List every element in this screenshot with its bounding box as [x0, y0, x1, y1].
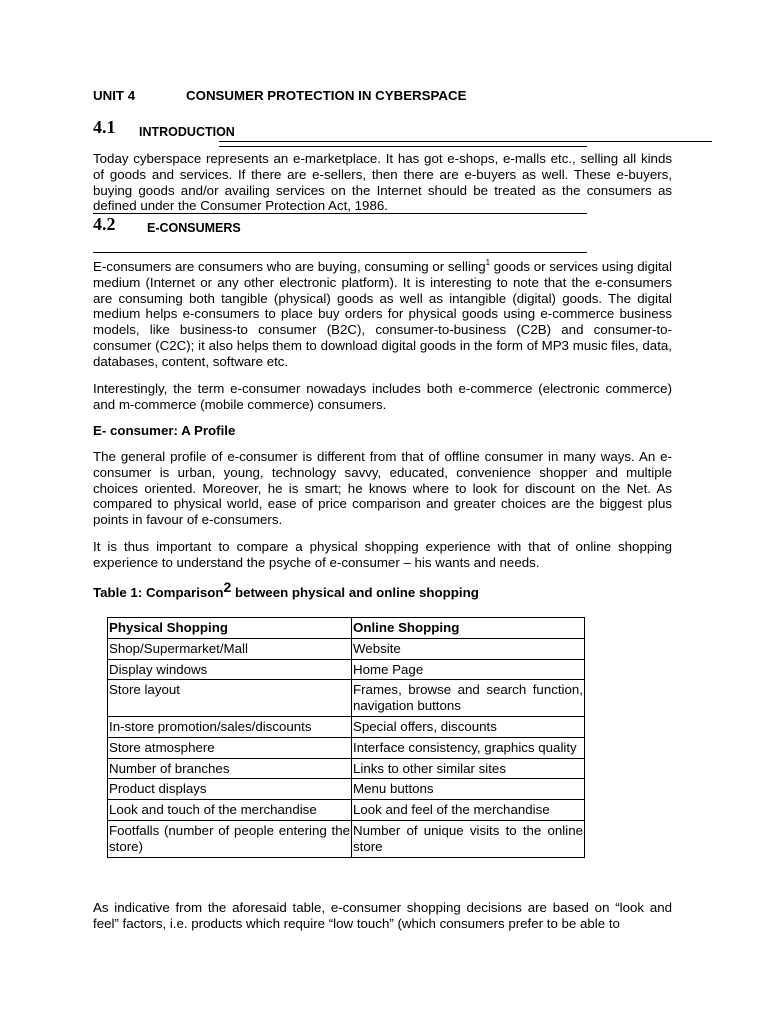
- footnote-marker: 1: [485, 258, 491, 267]
- unit-title: [93, 88, 467, 104]
- physical-cell: Store layout: [108, 680, 352, 717]
- table-caption: Table 1: Comparison$^2$ between physical and online shopping: [93, 579, 479, 600]
- physical-cell: Look and touch of the merchandise: [108, 800, 352, 821]
- physical-cell: In-store promotion/sales/discounts: [108, 716, 352, 737]
- header-physical-shopping: Physical Shopping: [108, 618, 352, 639]
- table-row: [108, 659, 585, 680]
- footnote-marker: 2: [223, 579, 232, 595]
- profile-subheading: E- consumer: A Profile: [93, 423, 236, 438]
- table-row: [108, 716, 585, 737]
- profile-paragraph: The general profile of e-consumer is different from that of offline consumer in many ways. An e-consumer is urban, young, technology savvy, educated, convenience shopper and multiple choices oriented. Moreover, he is smart; he knows where to look for discount on the Net. As compared to physical world, ease of price comparison and greater choices are the biggest plus points in favour of e-consumers.: [93, 449, 672, 528]
- section-1-number: 4.1: [93, 117, 116, 137]
- header-online-shopping: Online Shopping: [352, 618, 585, 639]
- section-divider: [93, 213, 587, 214]
- online-cell: Number of unique visits to the online store: [352, 820, 585, 857]
- physical-cell: Store atmosphere: [108, 737, 352, 758]
- online-cell: Website: [352, 638, 585, 659]
- comparison-intro-paragraph: It is thus important to compare a physical shopping experience with that of online shopping experience to understand the psyche of e-consumer – his wants and needs.: [93, 539, 672, 570]
- introduction-paragraph: Today cyberspace represents an e-marketplace. It has got e-shops, e-malls etc., selling all kinds of goods and services. If there are e-sellers, then there are e-buyers as well. These e-buyers, buying goods and/or availing services on the Internet should be treated as the consumers as defined under the Consumer Protection Act, 1986.: [93, 151, 672, 214]
- section-2-number: 4.2: [93, 214, 116, 234]
- heading-rule: [93, 252, 587, 253]
- comparison-table: [107, 617, 585, 858]
- table-row: [108, 800, 585, 821]
- table-row: [108, 758, 585, 779]
- table-row: [108, 638, 585, 659]
- closing-paragraph: As indicative from the aforesaid table, e-consumer shopping decisions are based on “look and feel” factors, i.e. products which require “low touch” (which consumers prefer to be able to: [93, 900, 672, 931]
- unit-number: UNIT 4: [93, 88, 136, 103]
- e-consumers-paragraph: E-consumers are consumers who are buying, consuming or selling$^1$ goods or services using digital medium (Internet or any other electronic platform). It is interesting to note that the e-consumers are consuming both tangible (physical) goods as well as intangible (digital) goods. The digital medium helps e-consumers to place buy orders for physical goods using e-commerce business models, like business-to consumer (B2C), consumer-to-business (C2B) and consumer-to-consumer (C2C); it also helps them to download digital goods in the form of MP3 music files, data, databases, content, software etc.: [93, 258, 672, 369]
- table-row: [108, 680, 585, 717]
- heading-rule: [219, 146, 587, 147]
- physical-cell: Number of branches: [108, 758, 352, 779]
- m-commerce-paragraph: Interestingly, the term e-consumer nowadays includes both e-commerce (electronic commerce) and m-commerce (mobile commerce) consumers.: [93, 381, 672, 412]
- physical-cell: Product displays: [108, 779, 352, 800]
- heading-rule: [219, 141, 712, 142]
- physical-cell: Shop/Supermarket/Mall: [108, 638, 352, 659]
- online-cell: Special offers, discounts: [352, 716, 585, 737]
- table-header-row: [108, 618, 585, 639]
- online-cell: Home Page: [352, 659, 585, 680]
- section-2-heading: E-CONSUMERS: [147, 221, 241, 235]
- online-cell: Interface consistency, graphics quality: [352, 737, 585, 758]
- physical-cell: Footfalls (number of people entering the store): [108, 820, 352, 857]
- section-1-heading: INTRODUCTION: [139, 125, 235, 139]
- online-cell: Links to other similar sites: [352, 758, 585, 779]
- table-row: [108, 779, 585, 800]
- table-row: [108, 820, 585, 857]
- unit-name: CONSUMER PROTECTION IN CYBERSPACE: [186, 88, 467, 103]
- physical-cell: Display windows: [108, 659, 352, 680]
- online-cell: Menu buttons: [352, 779, 585, 800]
- online-cell: Look and feel of the merchandise: [352, 800, 585, 821]
- online-cell: Frames, browse and search function, navigation buttons: [352, 680, 585, 717]
- table-row: [108, 737, 585, 758]
